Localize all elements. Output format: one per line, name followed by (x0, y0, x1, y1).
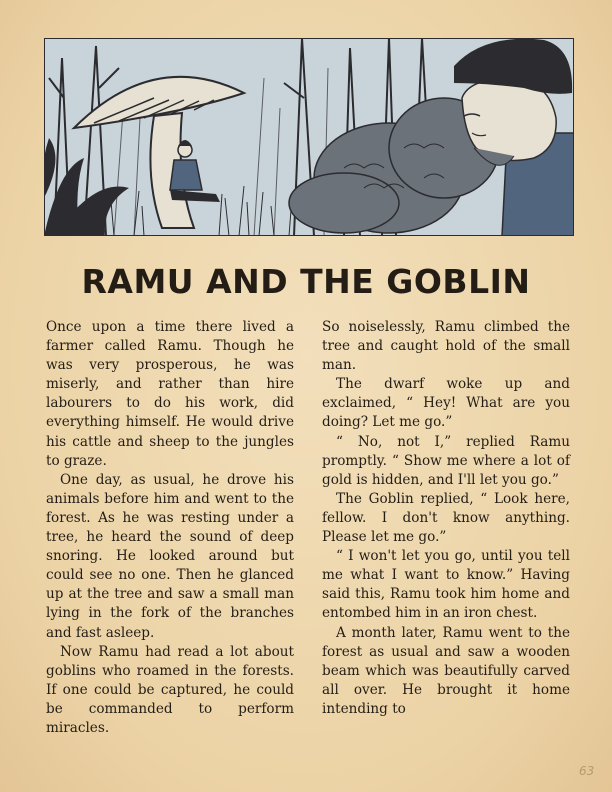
story-illustration (44, 38, 574, 236)
forest-scene-drawing (44, 38, 574, 236)
paragraph: One day, as usual, he drove his animals before him and went to the forest. As he was resting under a tree, he heard the sound of deep snoring. He looked around but could see no one. Then he glanced up at the tree and saw a small man lying in the fork of the branches and fast asleep. (46, 471, 294, 641)
page-number: 63 (579, 764, 595, 778)
left-column (46, 318, 294, 738)
paragraph: The dwarf woke up and exclaimed, “ Hey! What are you doing? Let me go.” (322, 376, 570, 431)
paragraph: Now Ramu had read a lot about goblins who roamed in the forests. If one could be captured, he could be commanded to perform miracles. (46, 643, 294, 736)
paragraph: “ No, not I,” replied Ramu promptly. “ Show me where a lot of gold is hidden, and I'll let you go.” (322, 433, 570, 488)
paragraph: Once upon a time there lived a farmer called Ramu. Though he was very prosperous, he was miserly, and rather than hire labourers to do his work, did everything himself. He would drive his cattle and sheep to the jungles to graze. (46, 319, 294, 469)
paragraph: “ I won't let you go, until you tell me what I want to know.” Having said this, Ramu took him home and entombed him in an iron chest. (322, 548, 570, 622)
story-title: RAMU AND THE GOBLIN (81, 262, 531, 301)
paragraph: A month later, Ramu went to the forest as usual and saw a wooden beam which was beautifully carved all over. He brought it home intending to (322, 624, 570, 717)
right-column (322, 318, 570, 719)
paragraph: The Goblin replied, “ Look here, fellow. I don't know anything. Please let me go.” (322, 490, 570, 546)
paragraph: So noiselessly, Ramu climbed the tree and caught hold of the small man. (322, 319, 570, 374)
